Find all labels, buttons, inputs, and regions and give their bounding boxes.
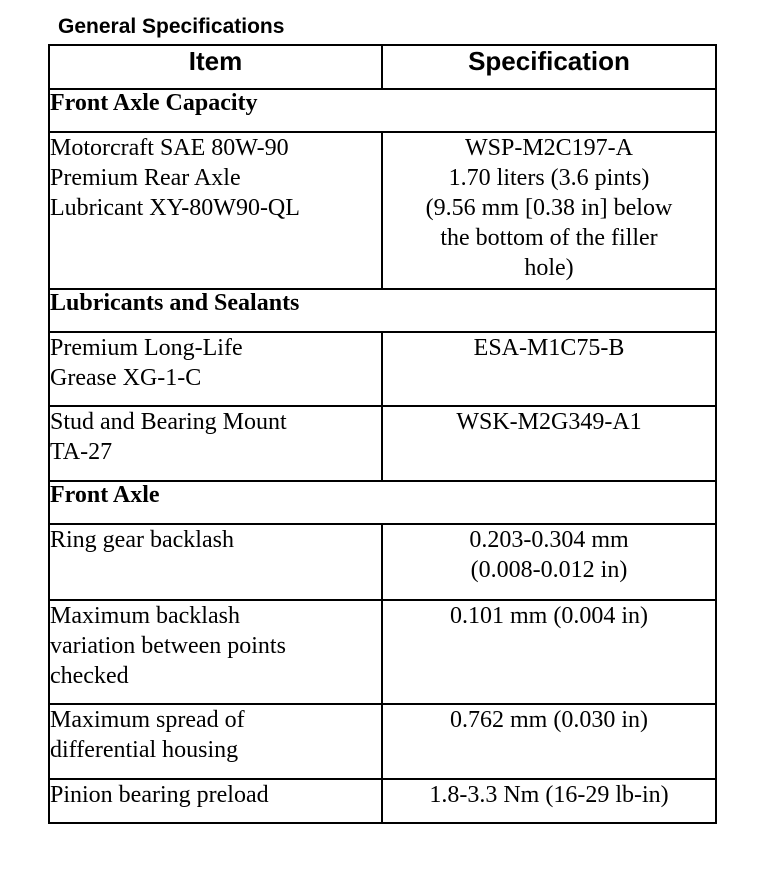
item-cell bbox=[49, 332, 382, 406]
item-text: checked bbox=[50, 663, 129, 689]
section-row-front-axle-capacity bbox=[49, 89, 716, 132]
table-row bbox=[49, 524, 716, 600]
spec-cell bbox=[382, 132, 716, 289]
item-cell bbox=[49, 524, 382, 600]
specifications-table bbox=[48, 44, 717, 824]
table-row bbox=[49, 600, 716, 704]
item-text: differential housing bbox=[50, 737, 239, 763]
item-cell bbox=[49, 132, 382, 289]
spec-cell bbox=[382, 332, 716, 406]
spec-text: 0.101 mm (0.004 in) bbox=[450, 603, 648, 629]
item-text: Maximum spread of bbox=[50, 707, 245, 733]
spec-text: WSK-M2G349-A1 bbox=[456, 409, 642, 435]
item-cell bbox=[49, 704, 382, 779]
item-text: Premium Long-Life bbox=[50, 335, 243, 361]
section-title: Front Axle Capacity bbox=[49, 89, 716, 132]
table-row bbox=[49, 332, 716, 406]
spec-text: 0.203-0.304 mm bbox=[469, 527, 629, 553]
page-title: General Specifications bbox=[58, 15, 285, 38]
section-row-lubricants-and-sealants bbox=[49, 289, 716, 332]
section-row-front-axle bbox=[49, 481, 716, 524]
item-text: Lubricant XY-80W90-QL bbox=[50, 195, 300, 221]
item-text: Motorcraft SAE 80W-90 bbox=[50, 135, 289, 161]
item-cell bbox=[49, 779, 382, 823]
item-cell bbox=[49, 600, 382, 704]
spec-text: hole) bbox=[524, 255, 574, 281]
section-title: Lubricants and Sealants bbox=[49, 289, 716, 332]
spec-cell bbox=[382, 406, 716, 481]
column-header-specification: Specification bbox=[382, 45, 716, 89]
item-text: Stud and Bearing Mount bbox=[50, 409, 287, 435]
spec-text: WSP-M2C197-A bbox=[464, 135, 633, 161]
spec-cell bbox=[382, 704, 716, 779]
item-text: variation between points bbox=[50, 633, 286, 659]
spec-text: the bottom of the filler bbox=[440, 225, 658, 251]
spec-text: 1.70 liters (3.6 pints) bbox=[448, 165, 650, 191]
item-text: Ring gear backlash bbox=[50, 527, 234, 553]
table-row bbox=[49, 779, 716, 823]
section-title: Front Axle bbox=[49, 481, 716, 524]
item-cell bbox=[49, 406, 382, 481]
spec-text: 0.762 mm (0.030 in) bbox=[450, 707, 648, 733]
item-text: Maximum backlash bbox=[50, 603, 240, 629]
spec-cell bbox=[382, 600, 716, 704]
table-header-row bbox=[49, 45, 716, 89]
item-text: Grease XG-1-C bbox=[50, 365, 202, 391]
spec-cell bbox=[382, 779, 716, 823]
spec-cell bbox=[382, 524, 716, 600]
spec-text: ESA-M1C75-B bbox=[473, 335, 625, 361]
spec-text: 1.8-3.3 Nm (16-29 lb-in) bbox=[429, 782, 669, 808]
table-row bbox=[49, 704, 716, 779]
item-text: Premium Rear Axle bbox=[50, 165, 241, 191]
column-header-item: Item bbox=[49, 45, 382, 89]
item-text: Pinion bearing preload bbox=[50, 782, 269, 808]
table-row bbox=[49, 406, 716, 481]
table-row bbox=[49, 132, 716, 289]
spec-text: (9.56 mm [0.38 in] below bbox=[425, 195, 673, 221]
item-text: TA-27 bbox=[50, 439, 113, 465]
spec-text: (0.008-0.012 in) bbox=[470, 557, 628, 583]
